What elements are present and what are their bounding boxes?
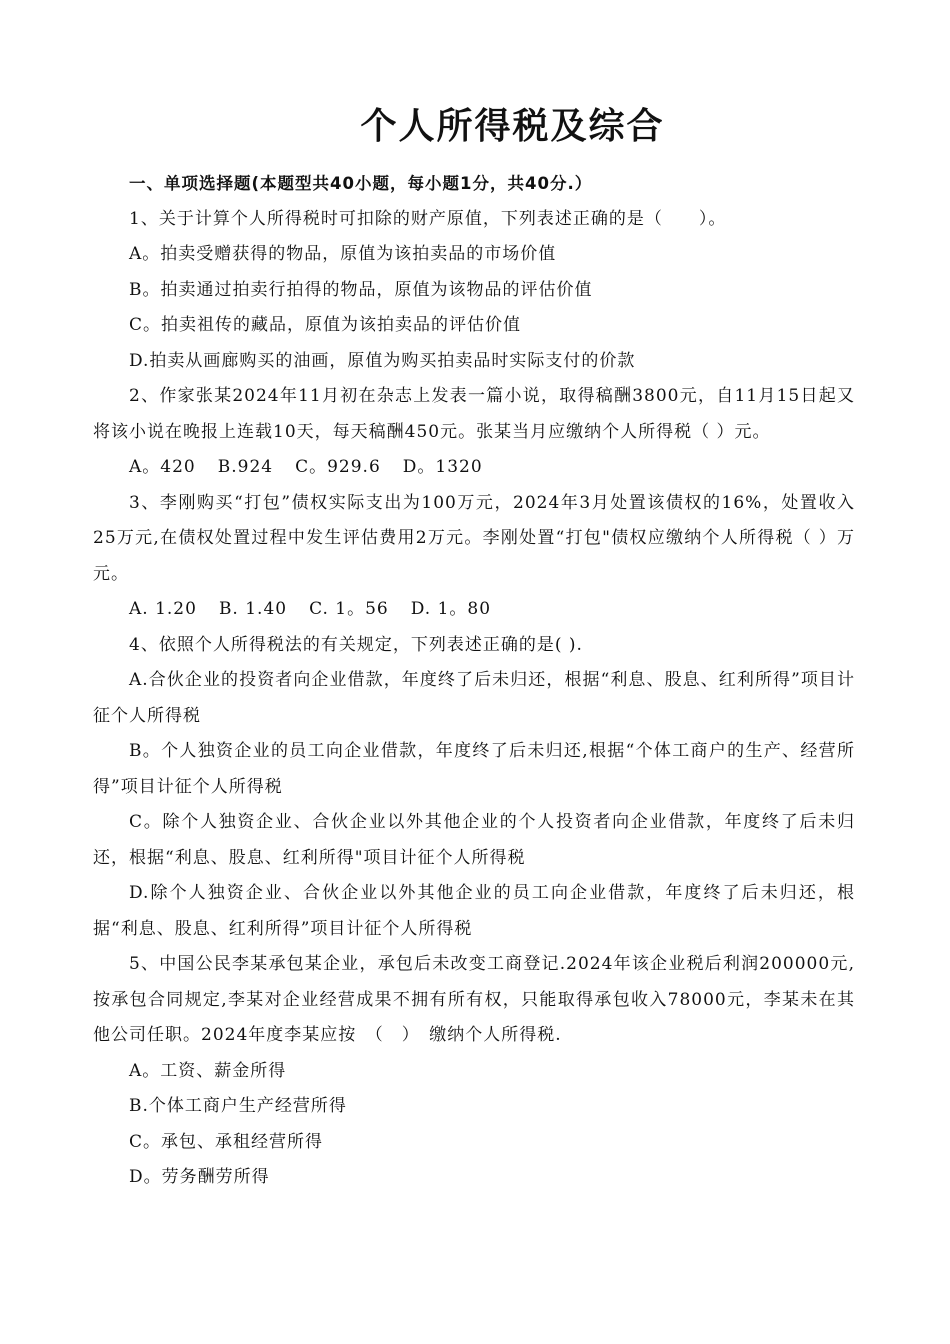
question-1-option-a: A。拍卖受赠获得的物品，原值为该拍卖品的市场价值 bbox=[129, 244, 557, 264]
question-1-option-b: B。拍卖通过拍卖行拍得的物品，原值为该物品的评估价值 bbox=[129, 279, 593, 300]
question-1-stem: 1、关于计算个人所得税时可扣除的财产原值，下列表述正确的是（ ）。 bbox=[129, 208, 727, 229]
question-3-options bbox=[93, 592, 855, 628]
question-3-option-c: C. 1。56 bbox=[309, 599, 389, 619]
question-3-option-a: A. 1.20 bbox=[129, 599, 197, 619]
question-5-option-b: B.个体工商户生产经营所得 bbox=[129, 1096, 347, 1116]
document-body bbox=[93, 166, 855, 1196]
question-4-stem: 4、依照个人所得税法的有关规定，下列表述正确的是( ). bbox=[129, 634, 583, 655]
question-3-option-d: D. 1。80 bbox=[410, 599, 492, 619]
question-5-stem: 5、中国公民李某承包某企业，承包后未改变工商登记.2024年该企业税后利润200000元,按承包合同规定,李某对企业经营成果不拥有所有权，只能取得承包收入78000元，李某未在其他公司任职。2024年度李某应按 （ ） 缴纳个人所得税. bbox=[93, 954, 855, 1045]
question-3-stem: 3、李刚购买“打包”债权实际支出为100万元，2024年3月处置该债权的16%，处置收入25万元,在债权处置过程中发生评估费用2万元。李刚处置“打包"债权应缴纳个人所得税（ ）万元。 bbox=[93, 492, 855, 584]
question-4-option-a: A.合伙企业的投资者向企业借款，年度终了后未归还，根据“利息、股息、红利所得”项目计征个人所得税 bbox=[93, 670, 855, 726]
question-4-option-b: B。个人独资企业的员工向企业借款，年度终了后未归还,根据“个体工商户的生产、经营所得”项目计征个人所得税 bbox=[93, 741, 855, 797]
question-2-options bbox=[93, 450, 855, 486]
question-2-option-b: B.924 bbox=[217, 457, 274, 477]
question-1-option-d: D.拍卖从画廊购买的油画，原值为购买拍卖品时实际支付的价款 bbox=[129, 350, 636, 371]
question-4-option-c: C。除个人独资企业、合伙企业以外其他企业的个人投资者向企业借款，年度终了后未归还，根据“利息、股息、红利所得"项目计征个人所得税 bbox=[93, 812, 855, 868]
question-5-option-d: D。劳务酬劳所得 bbox=[129, 1167, 270, 1187]
document-title: 个人所得税及综合 bbox=[360, 106, 665, 147]
question-2-stem: 2、作家张某2024年11月初在杂志上发表一篇小说，取得稿酬3800元，自11月15日起又将该小说在晚报上连载10天，每天稿酬450元。张某当月应缴纳个人所得税（ ）元。 bbox=[93, 386, 855, 442]
section-heading: 一、单项选择题(本题型共40小题，每小题1分，共40分.） bbox=[129, 174, 593, 193]
question-2-option-c: C。929.6 bbox=[295, 457, 381, 477]
question-3-option-b: B. 1.40 bbox=[218, 599, 288, 619]
question-1-option-c: C。拍卖祖传的藏品，原值为该拍卖品的评估价值 bbox=[129, 315, 522, 335]
question-5-option-a: A。工资、薪金所得 bbox=[129, 1060, 287, 1081]
question-2-option-a: A。420 bbox=[129, 457, 196, 477]
question-4-option-d: D.除个人独资企业、合伙企业以外其他企业的员工向企业借款，年度终了后未归还，根据“利息、股息、红利所得”项目计征个人所得税 bbox=[93, 883, 855, 939]
question-2-option-d: D。1320 bbox=[402, 457, 483, 477]
question-5-option-c: C。承包、承租经营所得 bbox=[129, 1131, 324, 1152]
